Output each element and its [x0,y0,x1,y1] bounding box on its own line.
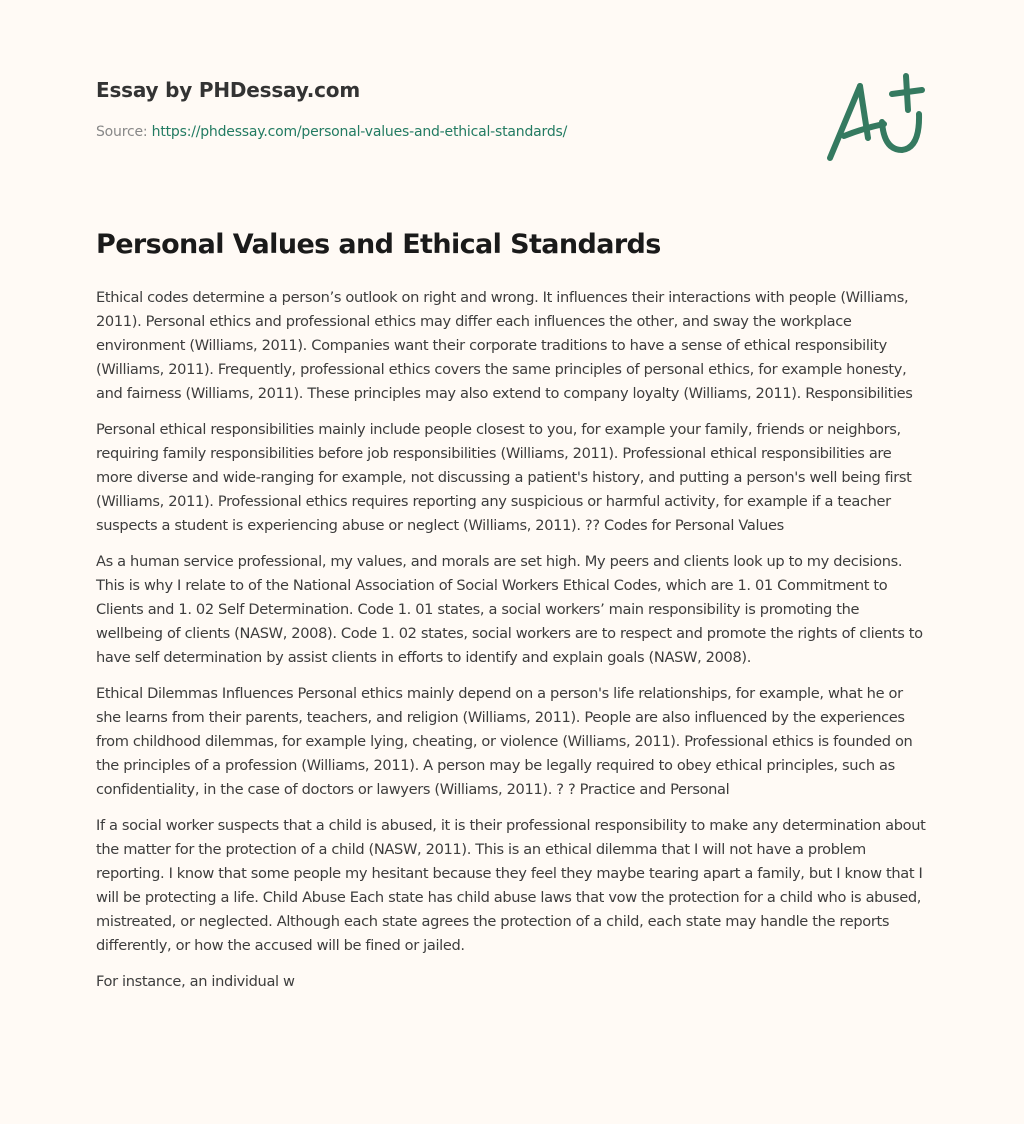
source-label: Source: [96,124,152,140]
article-paragraph: Ethical codes determine a person’s outlook on right and wrong. It influences their interactions with people (Williams, 2011). Personal ethics and professional ethics may differ each influences the other, and sway the workplace environment (Williams, 2011). Companies want their corporate traditions to have a sense of ethical responsibility (Williams, 2011). Frequently, professional ethics covers the same principles of personal ethics, for example honesty, and fairness (Williams, 2011). These principles may also extend to company loyalty (Williams, 2011). Responsibilities [96,289,913,402]
brand-title: Essay by PHDessay.com [96,78,360,102]
article-paragraph: If a social worker suspects that a child is abused, it is their professional responsibility to make any determination about the matter for the protection of a child (NASW, 2011). This is an ethical dilemma that I will not have a problem reporting. I know that some people my hesitant because they feel they maybe tearing apart a family, but I know that I will be protecting a life. Child Abuse Each state has child abuse laws that vow the protection for a child who is abused, mistreated, or neglected. Although each state agrees the protection of a child, each state may handle the reports differently, or how the accused will be fined or jailed. [96,817,926,954]
article-paragraph: For instance, an individual w [96,973,295,990]
page-header [96,76,796,142]
article-paragraph: Personal ethical responsibilities mainly include people closest to you, for example your family, friends or neighbors, requiring family responsibilities before job responsibilities (Williams, 2011). Professional ethical responsibilities are more diverse and wide-ranging for example, not discussing a patient's history, and putting a person's well being first (Williams, 2011). Professional ethics requires reporting any suspicious or harmful activity, for example if a teacher suspects a student is experiencing abuse or neglect (Williams, 2011). ?? Codes for Personal Values [96,421,912,534]
a-plus-grade-icon [820,66,930,166]
article-body [96,286,928,1006]
article-title: Personal Values and Ethical Standards [96,229,661,260]
article-paragraph: As a human service professional, my values, and morals are set high. My peers and clients look up to my decisions. This is why I relate to of the National Association of Social Workers Ethical Codes, which are 1. 01 Commitment to Clients and 1. 02 Self Determination. Code 1. 01 states, a social workers’ main responsibility is promoting the wellbeing of clients (NASW, 2008). Code 1. 02 states, social workers are to respect and promote the rights of clients to have self determination by assist clients in efforts to identify and explain goals (NASW, 2008). [96,553,923,666]
article-paragraph: Ethical Dilemmas Influences Personal ethics mainly depend on a person's life relationships, for example, what he or she learns from their parents, teachers, and religion (Williams, 2011). People are also influenced by the experiences from childhood dilemmas, for example lying, cheating, or violence (Williams, 2011). Professional ethics is founded on the principles of a profession (Williams, 2011). A person may be legally required to obey ethical principles, such as confidentiality, in the case of doctors or lawyers (Williams, 2011). ? ? Practice and Personal [96,685,913,798]
source-link[interactable]: https://phdessay.com/personal-values-and-ethical-standards/ [151,124,568,140]
source-line [96,122,796,142]
